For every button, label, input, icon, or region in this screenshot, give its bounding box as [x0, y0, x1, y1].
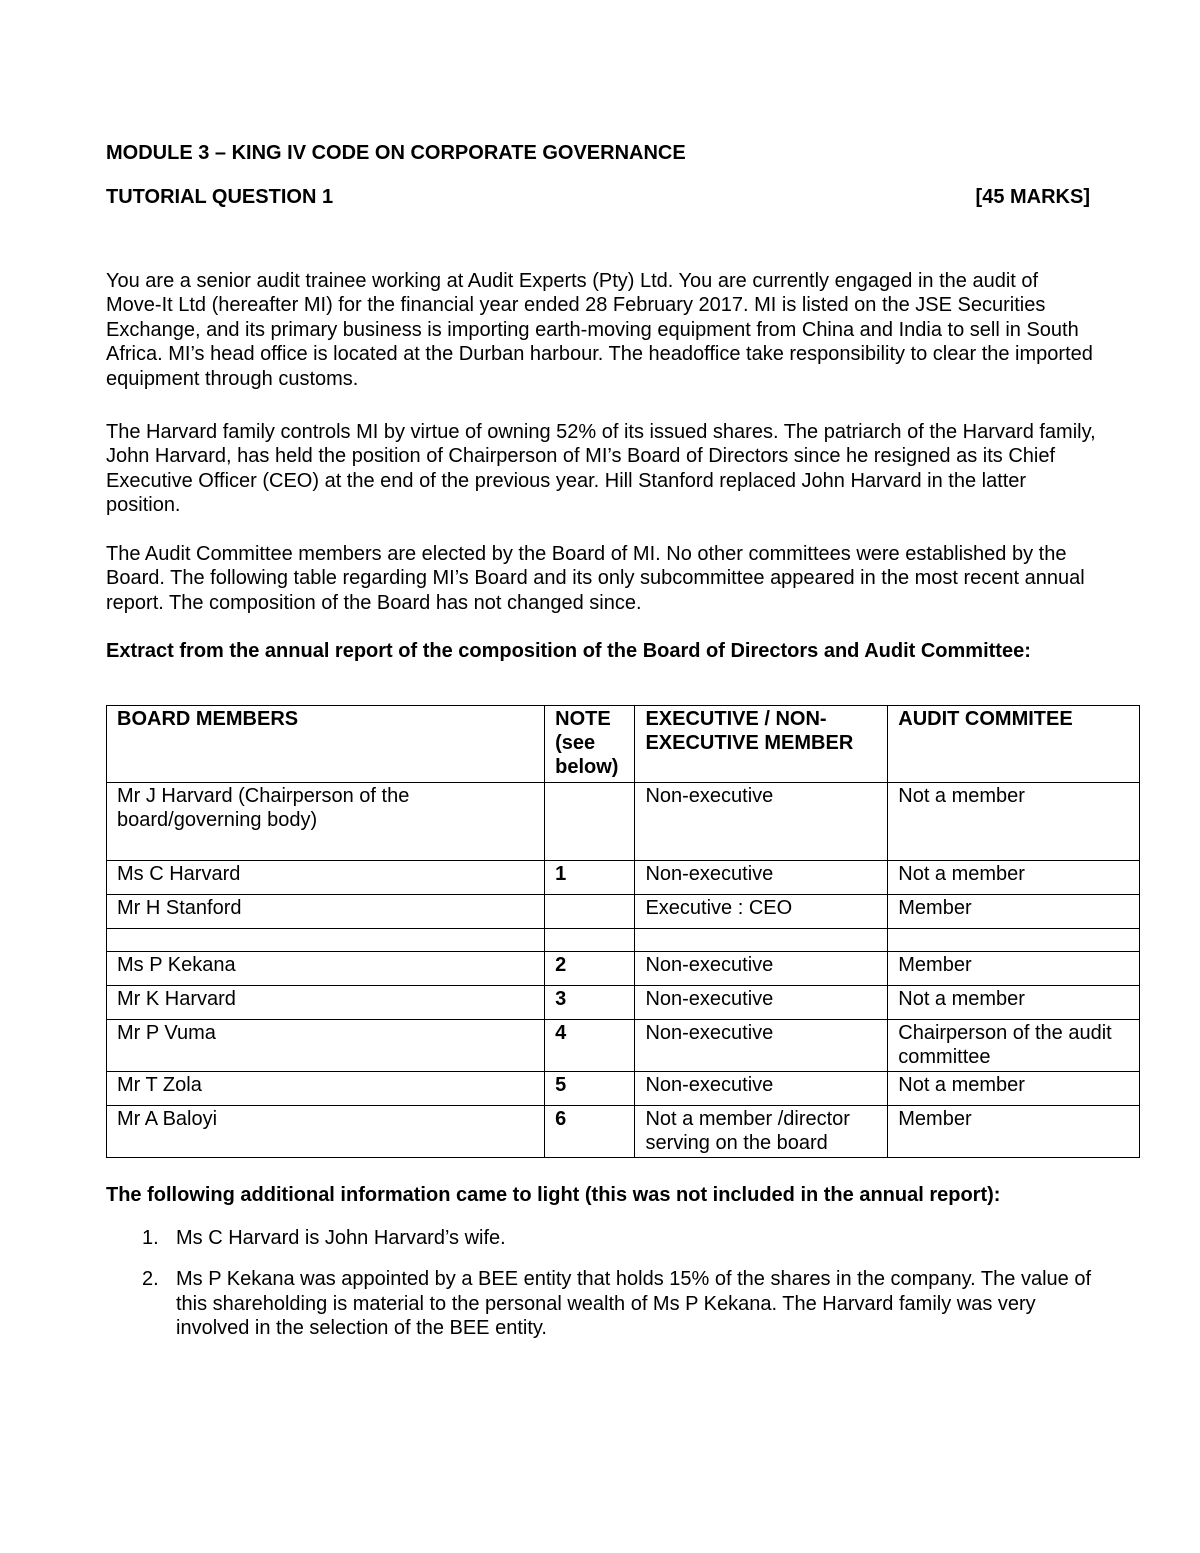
table-row: [107, 861, 1140, 895]
list-item: [106, 1267, 1096, 1340]
cell-audit: Member: [888, 1106, 1140, 1158]
cell-role: [635, 929, 888, 952]
cell-member: Mr H Stanford: [107, 895, 545, 929]
marks-label: [45 MARKS]: [975, 186, 1090, 208]
cell-role: Non-executive: [635, 861, 888, 895]
table-row: [107, 986, 1140, 1020]
table-row-empty: [107, 929, 1140, 952]
header-board-members: BOARD MEMBERS: [107, 706, 545, 783]
cell-audit: Not a member: [888, 1072, 1140, 1106]
table-row: [107, 1072, 1140, 1106]
tutorial-header: [106, 186, 1090, 209]
cell-note: 4: [545, 1020, 635, 1072]
paragraph-harvard-family: The Harvard family controls MI by virtue of owning 52% of its issued shares. The patriarch of the Harvard family, John Harvard, has held the position of Chairperson of MI’s Board of Directors since he resigned as its Chief Executive Officer (CEO) at the end of the previous year. Hill Stanford replaced John Harvard in the latter position.: [106, 421, 1096, 517]
cell-member: Ms C Harvard: [107, 861, 545, 895]
cell-role: Non-executive: [635, 986, 888, 1020]
header-executive-status: EXECUTIVE / NON-EXECUTIVE MEMBER: [635, 706, 888, 783]
cell-role: Non-executive: [635, 783, 888, 861]
table-row: [107, 783, 1140, 861]
cell-member: Ms P Kekana: [107, 952, 545, 986]
table-row: [107, 895, 1140, 929]
cell-role: Non-executive: [635, 952, 888, 986]
notes-list: [106, 1226, 1096, 1358]
cell-audit: Not a member: [888, 783, 1140, 861]
table-header-row: [107, 706, 1140, 783]
cell-member: Mr T Zola: [107, 1072, 545, 1106]
additional-info-heading: The following additional information came to light (this was not included in the annual report):: [106, 1184, 1001, 1206]
extract-heading: Extract from the annual report of the composition of the Board of Directors and Audit Committee:: [106, 640, 1031, 662]
cell-audit: Not a member: [888, 861, 1140, 895]
cell-member: [107, 929, 545, 952]
list-text: Ms C Harvard is John Harvard’s wife.: [176, 1227, 506, 1249]
header-audit-committee: AUDIT COMMITEE: [888, 706, 1140, 783]
paragraph-audit-committee: The Audit Committee members are elected by the Board of MI. No other committees were established by the Board. The following table regarding MI’s Board and its only subcommittee appeared in the most recent annual report. The composition of the Board has not changed since.: [106, 543, 1085, 614]
cell-member: Mr P Vuma: [107, 1020, 545, 1072]
list-number: 1.: [142, 1227, 159, 1249]
cell-audit: Member: [888, 895, 1140, 929]
table-row: [107, 1106, 1140, 1158]
cell-member: Mr J Harvard (Chairperson of the board/governing body): [107, 783, 545, 861]
table-row: [107, 1020, 1140, 1072]
cell-note: 6: [545, 1106, 635, 1158]
cell-role: Not a member /director serving on the board: [635, 1106, 888, 1158]
cell-note: [545, 895, 635, 929]
cell-note: 2: [545, 952, 635, 986]
list-number: 2.: [142, 1268, 159, 1291]
cell-audit: Not a member: [888, 986, 1140, 1020]
cell-audit: [888, 929, 1140, 952]
cell-role: Non-executive: [635, 1072, 888, 1106]
board-composition-table: [106, 705, 1140, 1158]
header-note: NOTE (see below): [545, 706, 635, 783]
cell-audit: Chairperson of the audit committee: [888, 1020, 1140, 1072]
cell-member: Mr A Baloyi: [107, 1106, 545, 1158]
module-title: MODULE 3 – KING IV CODE ON CORPORATE GOVERNANCE: [106, 142, 686, 164]
cell-audit: Member: [888, 952, 1140, 986]
cell-note: [545, 783, 635, 861]
cell-note: 5: [545, 1072, 635, 1106]
cell-note: 3: [545, 986, 635, 1020]
tutorial-label: TUTORIAL QUESTION 1: [106, 186, 334, 208]
list-text: Ms P Kekana was appointed by a BEE entity that holds 15% of the shares in the company. The value of this shareholding is material to the personal wealth of Ms P Kekana. The Harvard family was very involved in the selection of the BEE entity.: [176, 1268, 1091, 1340]
table-row: [107, 952, 1140, 986]
cell-role: Non-executive: [635, 1020, 888, 1072]
cell-role: Executive : CEO: [635, 895, 888, 929]
paragraph-intro: You are a senior audit trainee working at Audit Experts (Pty) Ltd. You are currently engaged in the audit of Move-It Ltd (hereafter MI) for the financial year ended 28 February 2017. MI is listed on the JSE Securities Exchange, and its primary business is importing earth-moving equipment from China and India to sell in South Africa. MI’s head office is located at the Durban harbour. The headoffice take responsibility to clear the imported equipment through customs.: [106, 270, 1093, 390]
cell-note: [545, 929, 635, 952]
cell-member: Mr K Harvard: [107, 986, 545, 1020]
list-item: [106, 1226, 1096, 1250]
cell-note: 1: [545, 861, 635, 895]
